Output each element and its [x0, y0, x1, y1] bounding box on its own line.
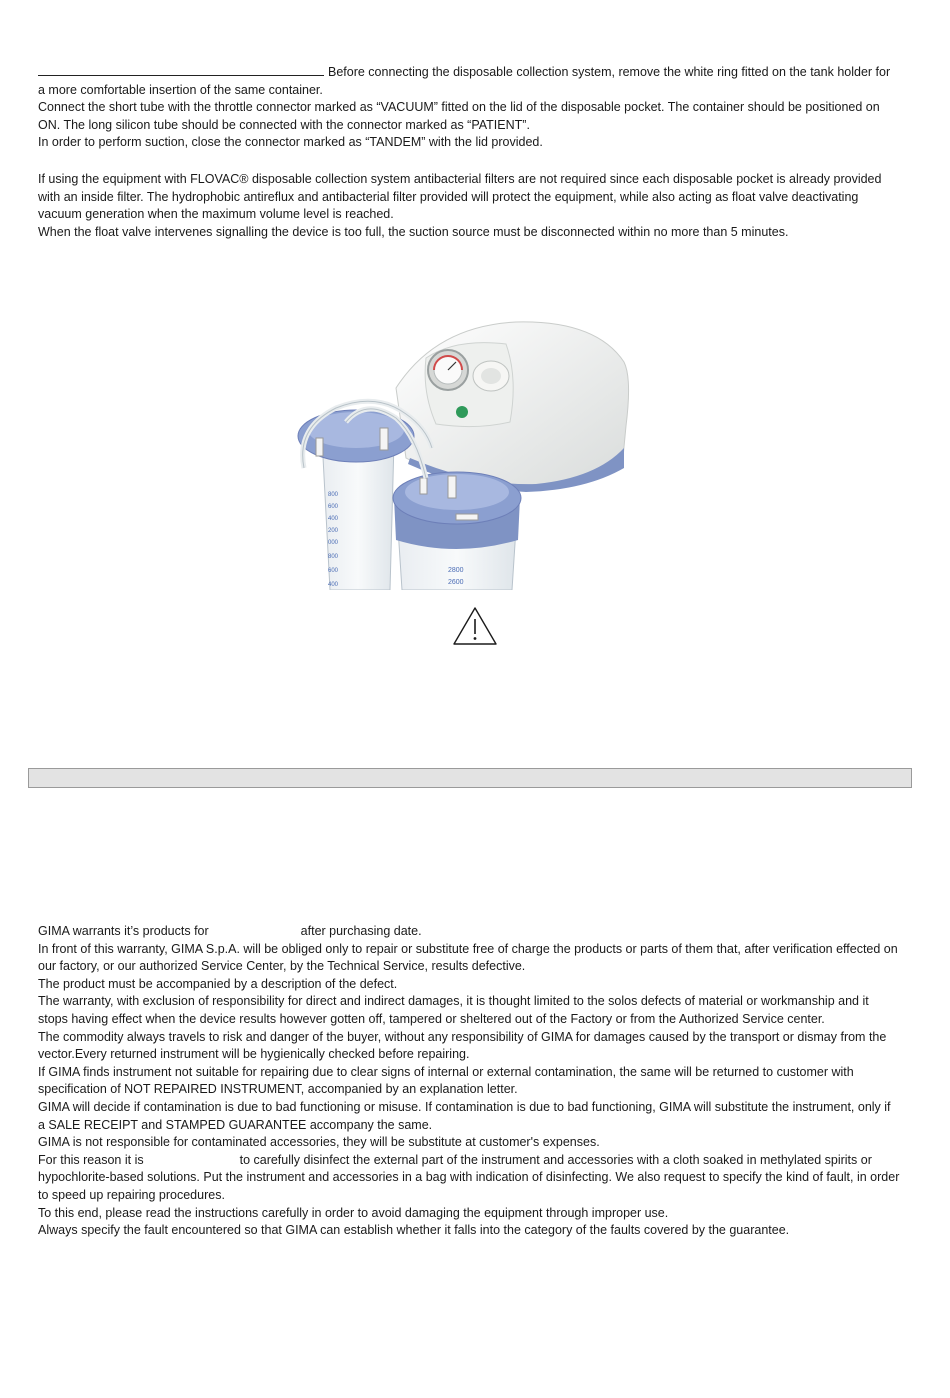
suction-device-image: [286, 318, 632, 590]
warning-triangle-icon: [452, 606, 498, 646]
warranty-line: stops having effect when the device results however gotten off, tampered or sheltered out of the Factory or from the Authorized Service center.: [38, 1011, 825, 1026]
scale-mark: 2600: [448, 579, 464, 586]
warranty-line: our factory, or our authorized Service Center, by the Technical Service, results defective.: [38, 959, 526, 974]
scale-mark: 800: [328, 492, 339, 498]
scale-mark: 400: [328, 582, 339, 588]
warranty-line: GIMA is not responsible for contaminated accessories, they will be substitute at customer's expenses.: [38, 1135, 600, 1150]
scale-mark: 800: [328, 554, 339, 560]
scale-mark: 600: [328, 568, 339, 574]
warranty-line: a SALE RECEIPT and STAMPED GUARANTEE accompany the same.: [38, 1117, 433, 1132]
scale-mark: 400: [328, 516, 339, 522]
warranty-line: Always specify the fault encountered so that GIMA can establish whether it falls into the category of the faults covered by the guarantee.: [38, 1223, 790, 1238]
warranty-line: In front of this warranty, GIMA S.p.A. will be obliged only to repair or substitute free of charge the products or parts of them that, after verification effected on: [38, 941, 898, 956]
warranty-line: The commodity always travels to risk and danger of the buyer, without any responsibility of GIMA for damages caused by the transport or dismay from the: [38, 1029, 887, 1044]
warranty-line: The warranty, with exclusion of responsibility for direct and indirect damages, it is thought limited to the solos defects of material or workmanship and it: [38, 994, 869, 1009]
warranty-line: specification of NOT REPAIRED INSTRUMENT, accompanied by an explanation letter.: [38, 1082, 518, 1097]
warranty-line: To this end, please read the instructions carefully in order to avoid damaging the equipment through improper use.: [38, 1205, 669, 1220]
warranty-line: GIMA warrants it’s products for after purchasing date.: [38, 924, 422, 938]
scale-mark: 2800: [448, 567, 464, 574]
scale-mark: 600: [328, 504, 339, 510]
warranty-line: hypochlorite-based solutions. Put the instrument and accessories in a bag with indication of disinfecting. We also request to specify the kind of fault, in order: [38, 1170, 900, 1185]
filter-note-line: with an inside filter. The hydrophobic antireflux and antibacterial filter provided will protect the equipment, while also acting as float valve deactivating: [38, 189, 859, 204]
scale-mark: 200: [328, 528, 339, 534]
warranty-line: to speed up repairing procedures.: [38, 1187, 225, 1202]
scale-mark: 000: [328, 540, 339, 546]
instructions-line: ON. The long silicon tube should be connected with the connector marked as “PATIENT”.: [38, 117, 530, 132]
warranty-line: If GIMA finds instrument not suitable for repairing due to clear signs of internal or external contamination, the same will be returned to customer with: [38, 1064, 854, 1079]
warranty-line: vector.Every returned instrument will be hygienically checked before repairing.: [38, 1047, 470, 1062]
warranty-line: For this reason it is to carefully disinfect the external part of the instrument and accessories with a cloth soaked in methylated spirits or: [38, 1152, 872, 1167]
instructions-block: [38, 64, 912, 152]
filter-note-line: When the float valve intervenes signalling the device is too full, the suction source must be disconnected within no more than 5 minutes.: [38, 224, 789, 239]
instructions-line: Before connecting the disposable collection system, remove the white ring fitted on the tank holder for: [38, 64, 912, 82]
section-header-bar: [28, 768, 912, 788]
warranty-block: [38, 923, 912, 1240]
blank-rule: [38, 74, 324, 76]
warranty-line: GIMA will decide if contamination is due to bad functioning or misuse. If contamination is due to bad functioning, GIMA will substitute the instrument, only if: [38, 1099, 891, 1114]
warranty-line: The product must be accompanied by a description of the defect.: [38, 976, 398, 991]
filter-note-block: [38, 171, 912, 241]
instructions-line: In order to perform suction, close the connector marked as “TANDEM” with the lid provided.: [38, 135, 543, 150]
filter-note-line: If using the equipment with FLOVAC® disposable collection system antibacterial filters are not required since each disposable pocket is already provided: [38, 172, 882, 186]
instructions-line: Connect the short tube with the throttle connector marked as “VACUUM” fitted on the lid of the disposable pocket. The container should be positioned on: [38, 100, 880, 115]
filter-note-line: vacuum generation when the maximum volume level is reached.: [38, 207, 394, 222]
instructions-line: a more comfortable insertion of the same container.: [38, 82, 323, 97]
